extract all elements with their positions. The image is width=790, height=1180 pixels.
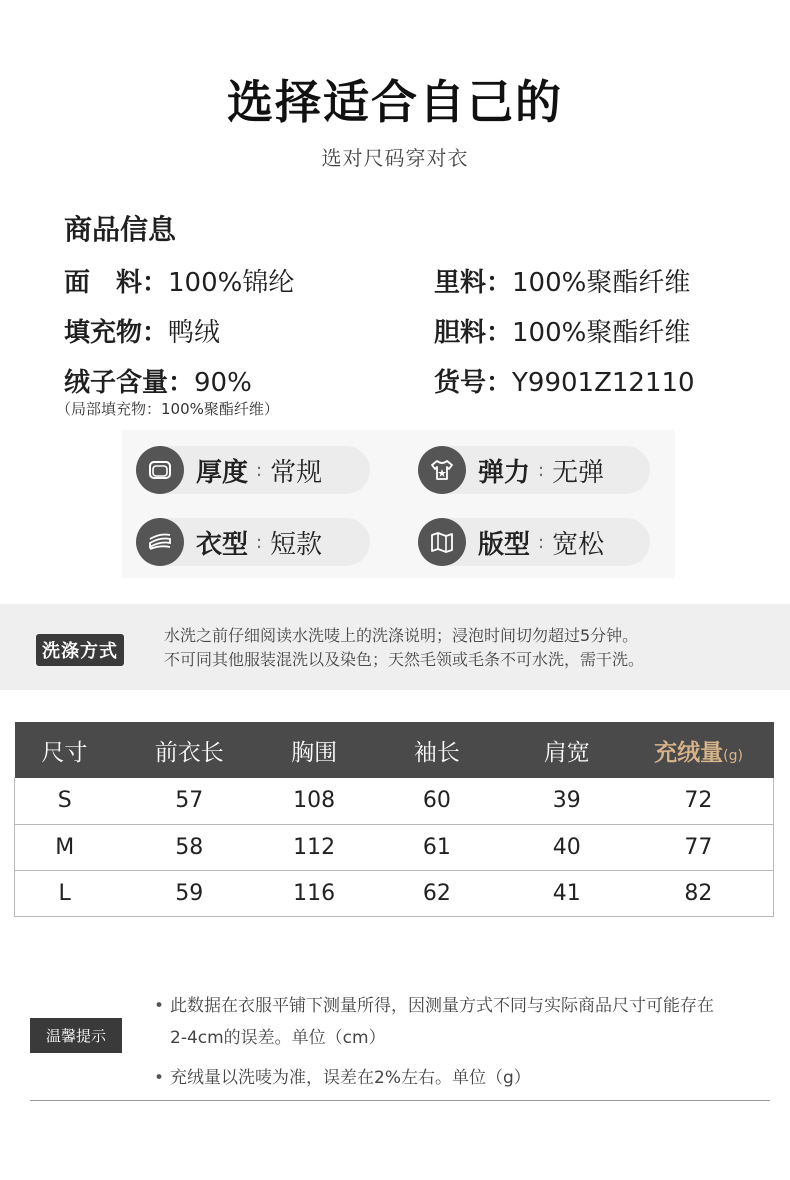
tip-text: • 充绒量以洗唛为准，误差在2%左右。单位（g） (170, 1068, 531, 1088)
feature-separator: : (538, 459, 545, 481)
feature-fit (418, 518, 650, 566)
feature-separator: : (256, 459, 263, 481)
item-number-value: Y9901Z12110 (512, 368, 695, 398)
table-cell: 41 (510, 870, 624, 916)
feature-panel (122, 430, 675, 578)
fabric-value: 100%锦纶 (168, 268, 295, 298)
table-cell: 61 (364, 824, 510, 870)
feature-label: 弹力 (478, 457, 531, 488)
fabric-info (64, 262, 294, 299)
table-cell: 62 (364, 870, 510, 916)
table-cell: 40 (510, 824, 624, 870)
tshirt-icon (418, 446, 466, 494)
size-table (14, 722, 774, 917)
feature-label: 版型 (478, 529, 531, 560)
table-cell: 59 (114, 870, 264, 916)
page-title: 选择适合自己的 (227, 75, 563, 129)
table-cell: 72 (624, 778, 774, 824)
fabric-layers-icon (136, 518, 184, 566)
table-cell: L (15, 870, 115, 916)
down-content-label: 绒子含量： (64, 368, 195, 398)
header-size: 尺寸 (15, 722, 115, 778)
wash-text (164, 624, 644, 672)
table-cell: 57 (114, 778, 264, 824)
feature-elasticity (418, 446, 650, 494)
table-row (15, 778, 774, 824)
product-info-heading: 商品信息 (64, 213, 177, 246)
item-number-label: 货号： (434, 368, 513, 398)
wash-instructions (0, 604, 790, 690)
table-cell: 77 (624, 824, 774, 870)
tip-item (154, 1062, 714, 1094)
table-cell: 58 (114, 824, 264, 870)
filling-label: 填充物： (64, 318, 169, 348)
tips-list (154, 990, 714, 1094)
table-cell: M (15, 824, 115, 870)
feature-value: 短款 (270, 529, 323, 560)
filling-info (64, 312, 220, 349)
thickness-icon (136, 446, 184, 494)
feature-label: 衣型 (196, 529, 249, 560)
fill-weight-label: 充绒量 (654, 739, 724, 766)
table-cell: 112 (264, 824, 364, 870)
partial-filling-note: （局部填充物：100%聚酯纤维） (56, 400, 279, 418)
feature-separator: : (538, 531, 545, 553)
tip-text: 2-4cm的误差。单位（cm） (170, 1028, 386, 1048)
tips-badge: 温馨提示 (30, 1018, 122, 1053)
feature-thickness (136, 446, 370, 494)
feature-value: 无弹 (552, 457, 605, 488)
table-cell: 39 (510, 778, 624, 824)
tip-item (154, 990, 714, 1054)
fill-weight-unit: (g) (723, 747, 743, 764)
size-table-header (15, 722, 774, 778)
lining-label: 里料： (434, 268, 513, 298)
table-cell: 60 (364, 778, 510, 824)
fabric-label: 面 料： (64, 268, 169, 298)
lining-info (434, 262, 690, 299)
table-row (15, 870, 774, 916)
table-cell: 82 (624, 870, 774, 916)
wash-badge: 洗涤方式 (36, 634, 124, 666)
bottom-divider (30, 1100, 770, 1101)
header-fill-weight (624, 722, 774, 778)
feature-length (136, 518, 370, 566)
feature-separator: : (256, 531, 263, 553)
feature-label: 厚度 (196, 457, 249, 488)
tip-text: • 此数据在衣服平铺下测量所得，因测量方式不同与实际商品尺寸可能存在 (170, 996, 714, 1016)
down-content-value: 90% (194, 368, 252, 398)
folded-map-icon (418, 518, 466, 566)
liner-info (434, 312, 690, 349)
header-front-length: 前衣长 (114, 722, 264, 778)
wash-line-2: 不可同其他服装混洗以及染色；天然毛领或毛条不可水洗，需干洗。 (164, 650, 645, 669)
page-subtitle: 选对尺码穿对衣 (321, 146, 469, 170)
wash-line-1: 水洗之前仔细阅读水洗唛上的洗涤说明；浸泡时间切勿超过5分钟。 (164, 626, 639, 645)
table-cell: 116 (264, 870, 364, 916)
lining-value: 100%聚酯纤维 (512, 268, 691, 298)
feature-value: 宽松 (552, 529, 605, 560)
table-cell: 108 (264, 778, 364, 824)
header-chest: 胸围 (264, 722, 364, 778)
item-number-info (434, 362, 695, 399)
table-row (15, 824, 774, 870)
header-shoulder: 肩宽 (510, 722, 624, 778)
liner-label: 胆料： (434, 318, 513, 348)
filling-value: 鸭绒 (168, 318, 221, 348)
feature-value: 常规 (270, 457, 323, 488)
header-sleeve: 袖长 (364, 722, 510, 778)
liner-value: 100%聚酯纤维 (512, 318, 691, 348)
down-content-info (64, 362, 252, 399)
table-cell: S (15, 778, 115, 824)
